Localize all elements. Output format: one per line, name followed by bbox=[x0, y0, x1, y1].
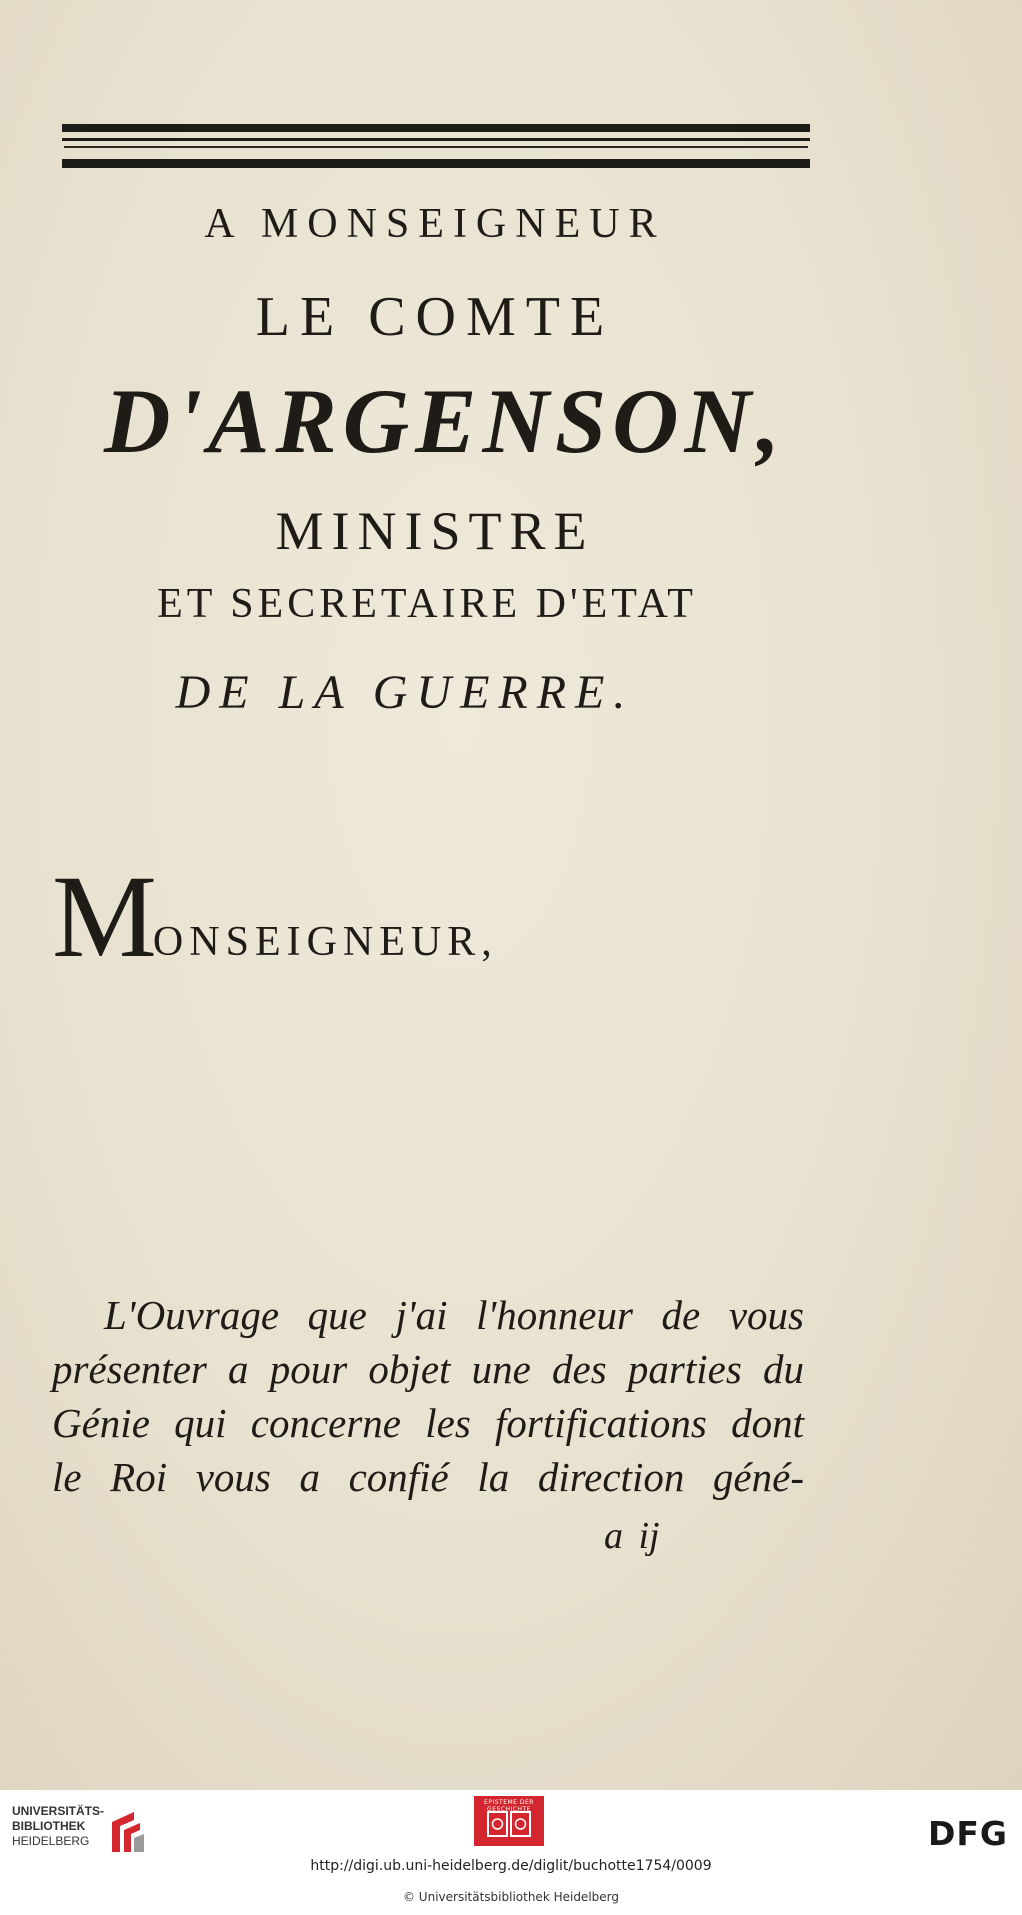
drop-cap: M bbox=[52, 851, 157, 982]
project-book-icon bbox=[474, 1796, 544, 1846]
library-name-line-3: HEIDELBERG bbox=[12, 1834, 90, 1848]
heading-name: D'ARGENSON, bbox=[103, 370, 786, 472]
paragraph-line: présenter a pour objet une des parties du bbox=[52, 1346, 804, 1392]
heading-line-5: ET SECRETAIRE D'ETAT bbox=[157, 581, 697, 627]
footer bbox=[0, 1790, 1022, 1915]
paragraph-line: le Roi vous a confié la direction géné- bbox=[52, 1454, 804, 1500]
library-name bbox=[12, 1804, 104, 1849]
paragraph-line: Génie qui concerne les fortifications dont bbox=[52, 1400, 804, 1446]
body-paragraph bbox=[52, 1288, 804, 1504]
project-logo[interactable] bbox=[474, 1796, 544, 1846]
copyright: © Universitätsbibliothek Heidelberg bbox=[402, 1890, 619, 1904]
library-name-line-2: BIBLIOTHEK bbox=[12, 1819, 86, 1833]
heading-line-1: A MONSEIGNEUR bbox=[204, 201, 666, 247]
signature-mark: a ij bbox=[604, 1515, 660, 1557]
top-rule-inner bbox=[64, 146, 808, 148]
heading-line-2: LE COMTE bbox=[255, 286, 615, 348]
dfg-logo[interactable]: DFG bbox=[927, 1814, 1008, 1853]
heading-line-6: DE LA GUERRE. bbox=[175, 666, 635, 719]
library-name-line-1: UNIVERSITÄTS- bbox=[12, 1804, 105, 1818]
heading-line-4: MINISTRE bbox=[275, 501, 595, 561]
top-rule-bottom bbox=[62, 159, 810, 168]
project-logo-text: EPISTEME DER GESCHICHTE bbox=[484, 1799, 534, 1813]
salutation-text: ONSEIGNEUR, bbox=[152, 919, 498, 965]
permalink[interactable]: http://digi.ub.uni-heidelberg.de/diglit/buchotte1754/0009 bbox=[310, 1858, 712, 1874]
paragraph-line: L'Ouvrage que j'ai l'honneur de vous bbox=[104, 1292, 804, 1338]
library-logo[interactable] bbox=[12, 1804, 142, 1864]
salutation bbox=[52, 851, 502, 982]
top-rule-thick bbox=[62, 124, 810, 132]
top-rule-thin bbox=[62, 138, 810, 141]
library-mark-icon bbox=[104, 1808, 148, 1858]
